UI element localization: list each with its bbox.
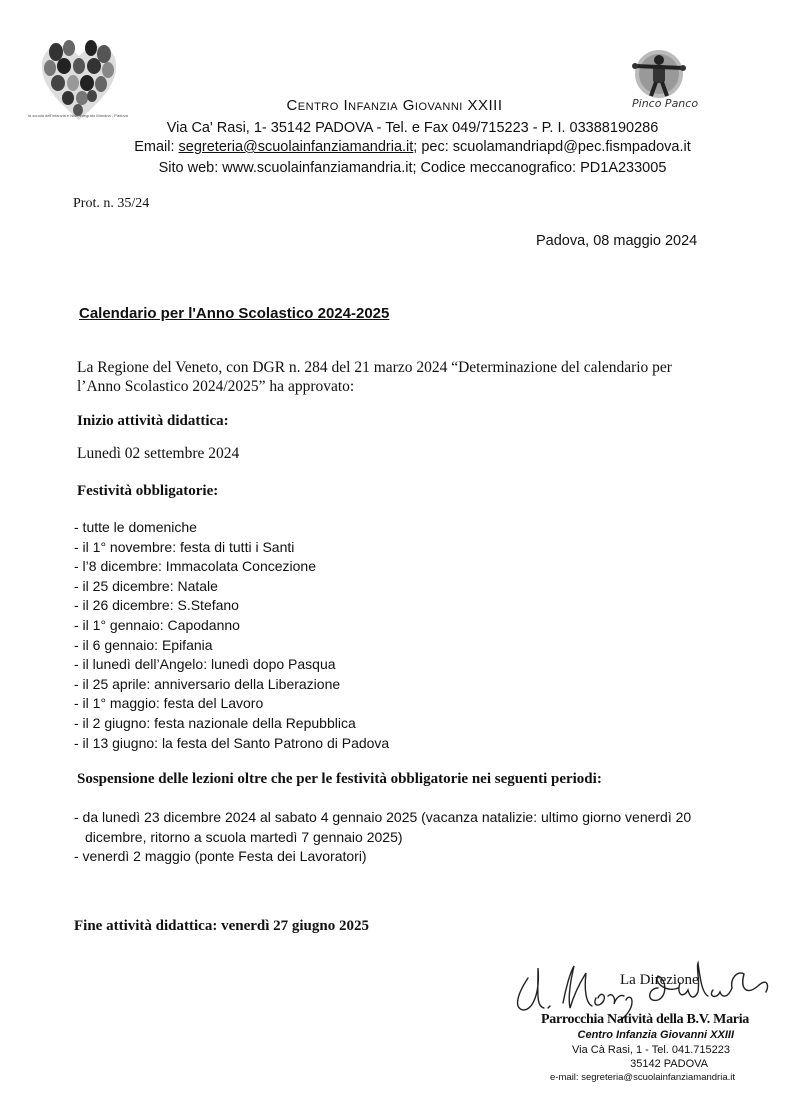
header-address: Via Ca' Rasi, 1- 35142 PADOVA - Tel. e Fax 049/715223 - P. I. 03388190286 bbox=[166, 120, 659, 136]
list-item: - il lunedì dell’Angelo: lunedì dopo Pasqua bbox=[74, 656, 336, 673]
logo-caption: la scuola dell'infanzia e Nido integrato Mandria - Padova bbox=[28, 113, 128, 118]
email-link[interactable]: segreteria@scuolainfanziamandria.it bbox=[178, 139, 414, 155]
inizio-heading: Inizio attività didattica: bbox=[77, 413, 229, 429]
list-item: - il 26 dicembre: S.Stefano bbox=[74, 597, 239, 614]
inizio-date: Lunedì 02 settembre 2024 bbox=[77, 445, 240, 462]
list-item: - venerdì 2 maggio (ponte Festa dei Lavoratori) bbox=[74, 848, 367, 865]
list-item: - il 1° novembre: festa di tutti i Santi bbox=[74, 538, 295, 555]
list-item: - il 25 dicembre: Natale bbox=[74, 577, 218, 594]
sospensione-heading: Sospensione delle lezioni oltre che per le festività obbligatorie nei seguenti periodi: bbox=[77, 771, 602, 787]
document-date: Padova, 08 maggio 2024 bbox=[536, 233, 698, 249]
stamp-parrocchia: Parrocchia Natività della B.V. Maria bbox=[541, 1012, 749, 1027]
intro-paragraph: La Regione del Veneto, con DGR n. 284 del 21 marzo 2024 “Determinazione del calendario per l’Anno Scolastico 2024/2025” ha approvato: bbox=[77, 359, 672, 395]
email-label: Email: bbox=[134, 139, 179, 155]
list-item: - il 13 giugno: la festa del Santo Patrono di Padova bbox=[74, 734, 390, 751]
la-direzione-label: La Direzione bbox=[620, 972, 699, 988]
stamp-centro: Centro Infanzia Giovanni XXIII bbox=[577, 1029, 734, 1041]
header-web-line: Sito web: www.scuolainfanziamandria.it; Codice meccanografico: PD1A233005 bbox=[158, 160, 667, 176]
list-item: - il 1° maggio: festa del Lavoro bbox=[74, 695, 264, 712]
festivita-heading: Festività obbligatorie: bbox=[77, 483, 219, 499]
list-item: - tutte le domeniche bbox=[74, 519, 197, 535]
stamp-cap: 35142 PADOVA bbox=[630, 1058, 708, 1070]
logo-right-text: Pinco Panco bbox=[632, 97, 699, 110]
list-item: - da lunedì 23 dicembre 2024 al sabato 4 gennaio 2025 (vacanza natalizie: ultimo giorno venerdì 20 dicembre, ritorno a scuola martedì 7 gennaio 2025) bbox=[74, 809, 692, 845]
list-item: - l’8 dicembre: Immacolata Concezione bbox=[74, 558, 316, 575]
school-name: Centro Infanzia Giovanni XXIII bbox=[286, 97, 503, 114]
fine-attivita: Fine attività didattica: venerdì 27 giugno 2025 bbox=[74, 918, 369, 934]
protocol-number: Prot. n. 35/24 bbox=[73, 196, 150, 211]
list-item: - il 6 gennaio: Epifania bbox=[74, 636, 213, 653]
stamp-email: e-mail: segreteria@scuolainfanziamandria.it bbox=[550, 1072, 735, 1083]
list-item: - il 2 giugno: festa nazionale della Repubblica bbox=[74, 714, 356, 731]
list-item: - il 25 aprile: anniversario della Liberazione bbox=[74, 675, 341, 692]
sospensione-list bbox=[74, 808, 734, 867]
stamp-address: Via Cà Rasi, 1 - Tel. 041.715223 bbox=[572, 1044, 730, 1056]
pec-text: ; pec: scuolamandriapd@pec.fismpadova.it bbox=[413, 139, 691, 155]
document-title: Calendario per l'Anno Scolastico 2024-2025 bbox=[79, 305, 390, 322]
list-item: - il 1° gennaio: Capodanno bbox=[74, 616, 240, 633]
festivita-list bbox=[74, 518, 389, 753]
header-email-line bbox=[0, 139, 789, 155]
